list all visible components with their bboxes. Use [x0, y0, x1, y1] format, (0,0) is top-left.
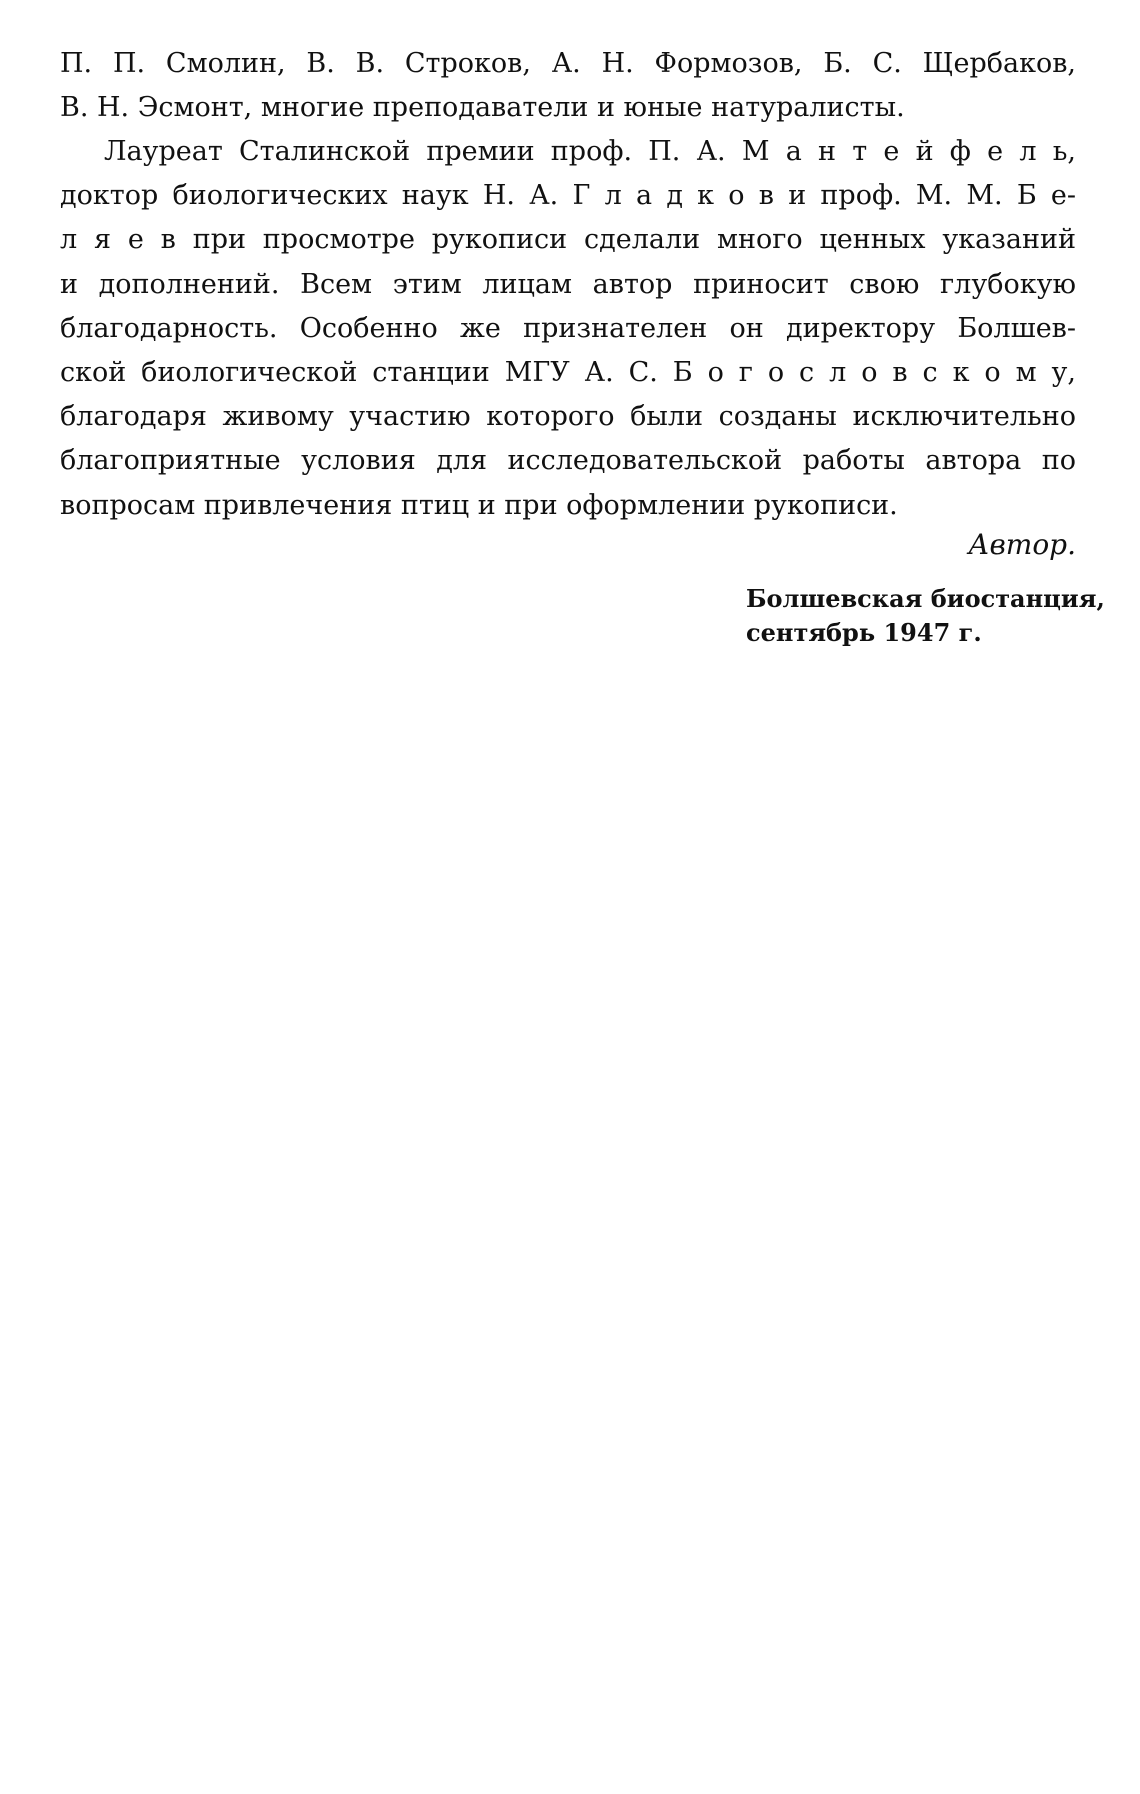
- text-line: В. Н. Эсмонт, многие преподаватели и юные натуралисты.: [60, 92, 905, 124]
- text-line: благоприятные условия для исследовательской работы автора по: [60, 445, 1076, 477]
- text-line: П. П. Смолин, В. В. Строков, А. Н. Формозов, Б. С. Щербаков,: [60, 48, 1076, 79]
- text-line: ской биологической станции МГУ А. С. Б о г о с л о в с к о м у,: [60, 356, 1076, 388]
- text-line: и дополнений. Всем этим лицам автор приносит свою глубокую: [60, 268, 1076, 300]
- text-line: благодарность. Особенно же признателен он директору Болшев-: [60, 312, 1076, 344]
- place-line: Болшевская биостанция,: [746, 584, 1105, 613]
- text-line: л я е в при просмотре рукописи сделали много ценных указаний: [60, 224, 1076, 256]
- text-line: вопросам привлечения птиц и при оформлении рукописи.: [60, 489, 898, 521]
- text-line: Лауреат Сталинской премии проф. П. А. М а н т е й ф е л ь,: [104, 136, 1076, 167]
- place-and-date: [746, 582, 1105, 650]
- paragraph-acknowledgement-main: [60, 130, 1076, 528]
- paragraph-acknowledgement-names: [60, 42, 1076, 130]
- author-signature: Автор.: [968, 528, 1076, 561]
- text-line: благодаря живому участию которого были созданы исключительно: [60, 401, 1076, 433]
- text-line: доктор биологических наук Н. А. Г л а д к о в и проф. М. М. Б е-: [60, 180, 1076, 212]
- date-line: сентябрь 1947 г.: [746, 618, 982, 647]
